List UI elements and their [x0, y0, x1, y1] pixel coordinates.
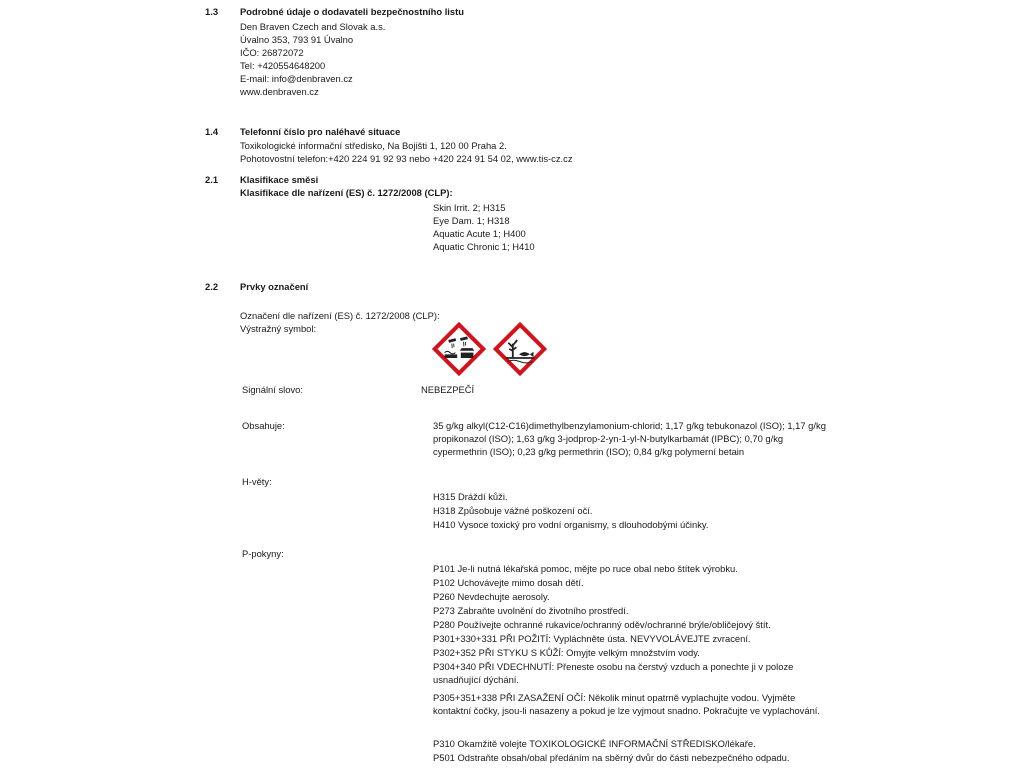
- p-statement: P305+351+338 PŘI ZASAŽENÍ OČÍ: Několik minut opatrně vyplachujte vodou. Vyjměte kontaktní čočky, jsou-li nasazeny a pokud je lze vyjmout snadno. Pokračujte ve vyplachování.: [433, 692, 821, 716]
- emergency-center: Toxikologické informační středisko, Na Bojišti 1, 120 00 Praha 2.: [240, 140, 507, 151]
- section-number-2-2: 2.2: [205, 281, 219, 292]
- section-title-classification: Klasifikace směsi: [240, 174, 319, 185]
- signal-word-label: Signální slovo:: [242, 384, 303, 395]
- signal-word-value: NEBEZPEČÍ: [421, 384, 475, 395]
- emergency-phone: Pohotovostní telefon:+420 224 91 92 93 nebo +420 224 91 54 02, www.tis-cz.cz: [240, 153, 573, 164]
- section-number-1-3: 1.3: [205, 6, 219, 17]
- p-statement: P310 Okamžitě volejte TOXIKOLOGICKÉ INFORMAČNÍ STŘEDISKO/lékaře.: [433, 738, 756, 749]
- supplier-website: www.denbraven.cz: [240, 86, 319, 97]
- classification-regulation: Klasifikace dle nařízení (ES) č. 1272/2008 (CLP):: [240, 187, 453, 198]
- p-statement: P302+352 PŘI STYKU S KŮŽÍ: Omyjte velkým množstvím vody.: [433, 647, 700, 658]
- p-statement: P280 Používejte ochranné rukavice/ochranný oděv/ochranné brýle/obličejový štít.: [433, 619, 771, 630]
- h-statements-label: H-věty:: [242, 476, 272, 487]
- contains-label: Obsahuje:: [242, 420, 285, 431]
- p-statement: P273 Zabraňte uvolnění do životního prostředí.: [433, 605, 629, 616]
- p-statements-label: P-pokyny:: [242, 548, 284, 559]
- p-statement: P301+330+331 PŘI POŽITÍ: Vypláchněte ústa. NEVYVOLÁVEJTE zvracení.: [433, 633, 751, 644]
- contains-value: 35 g/kg alkyl(C12-C16)dimethylbenzylamonium-chlorid; 1,17 g/kg tebukonazol (ISO); 1,17 g/kg propikonazol (ISO); 1,63 g/kg 3-jodprop-2-yn-1-yl-N-butylkarbamát (IPBC); 0,70 g/kg cypermethrin (ISO); 0,23 g/kg permethrin (ISO); 0,84 g/kg polymerní betain: [433, 420, 826, 457]
- p-statement: P501 Odstraňte obsah/obal předáním na sběrný dvůr do části nebezpečného odpadu.: [433, 752, 790, 763]
- classification-item: Eye Dam. 1; H318: [433, 215, 510, 226]
- label-regulation: Označení dle nařízení (ES) č. 1272/2008 (CLP):: [240, 310, 440, 321]
- h-statement: H318 Způsobuje vážné poškození očí.: [433, 505, 593, 516]
- p-statement: P260 Nevdechujte aerosoly.: [433, 591, 550, 602]
- supplier-phone: Tel: +420554648200: [240, 60, 326, 71]
- supplier-address: Úvalno 353, 793 91 Úvalno: [240, 34, 354, 45]
- p-statement: P304+340 PŘI VDECHNUTÍ: Přeneste osobu na čerstvý vzduch a ponechte ji v poloze usnadňující dýchání.: [433, 661, 794, 685]
- h-statement: H315 Dráždí kůži.: [433, 491, 508, 502]
- classification-item: Aquatic Acute 1; H400: [433, 228, 526, 239]
- section-title-label-elements: Prvky označení: [240, 281, 309, 292]
- section-number-2-1: 2.1: [205, 174, 219, 185]
- hazard-symbol-label: Výstražný symbol:: [240, 323, 317, 334]
- classification-item: Aquatic Chronic 1; H410: [433, 241, 535, 252]
- section-title-emergency: Telefonní číslo pro naléhavé situace: [240, 126, 401, 137]
- p-statement: P101 Je-li nutná lékařská pomoc, mějte po ruce obal nebo štítek výrobku.: [433, 563, 738, 574]
- corrosion-pictogram-icon: [432, 322, 486, 376]
- supplier-company: Den Braven Czech and Slovak a.s.: [240, 21, 386, 32]
- h-statement: H410 Vysoce toxický pro vodní organismy, s dlouhodobými účinky.: [433, 519, 709, 530]
- p-statement: P102 Uchovávejte mimo dosah dětí.: [433, 577, 584, 588]
- classification-item: Skin Irrit. 2; H315: [433, 202, 506, 213]
- supplier-email: E-mail: info@denbraven.cz: [240, 73, 353, 84]
- supplier-ico: IČO: 26872072: [240, 47, 304, 58]
- section-number-1-4: 1.4: [205, 126, 219, 137]
- environment-pictogram-icon: [493, 322, 547, 376]
- section-title-supplier: Podrobné údaje o dodavateli bezpečnostního listu: [240, 6, 464, 17]
